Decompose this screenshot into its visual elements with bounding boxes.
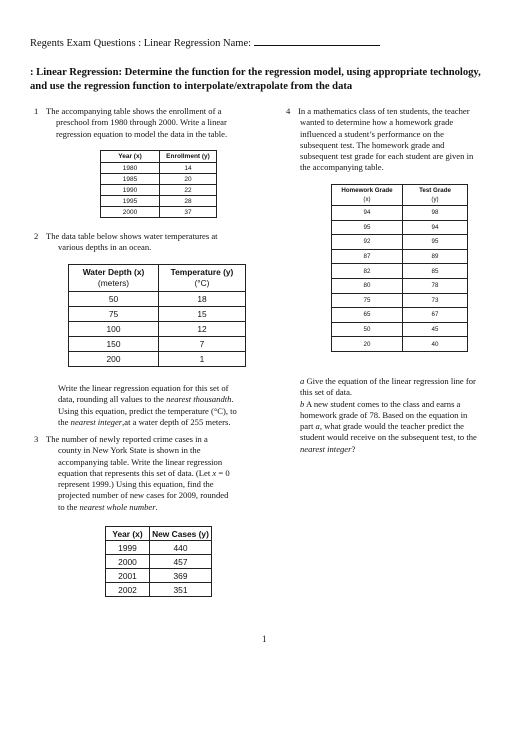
part-b-line (300, 444, 522, 455)
part-b-line (300, 421, 522, 432)
part-b-line: homework grade of 78. Based on the equation in (300, 409, 468, 420)
table-cell: 1 (159, 352, 246, 367)
question-3-line (46, 468, 279, 479)
table-row (69, 352, 246, 367)
table-row (106, 569, 212, 583)
question-2-line: various depths in an ocean. (58, 242, 152, 253)
column-header: New Cases (y) (150, 527, 212, 541)
table-cell: 80 (332, 278, 403, 293)
question-4-line: influenced a student’s performance on the (300, 128, 444, 139)
table-cell: 369 (150, 569, 212, 583)
column-header-unit: (°C) (194, 278, 210, 288)
text-run: ? (351, 443, 356, 454)
part-label: a (300, 376, 305, 386)
table-cell: 20 (160, 174, 217, 185)
column-header-unit: (y) (431, 196, 439, 203)
table-cell: 100 (69, 322, 159, 337)
table-cell: 40 (403, 337, 468, 352)
part-b-line (300, 399, 522, 410)
table-cell: 2002 (106, 583, 150, 597)
table-cell: 15 (159, 307, 246, 322)
table-cell: 351 (150, 583, 212, 597)
table-cell: 82 (332, 264, 403, 279)
table-row (332, 220, 468, 235)
question-2-line: Using this equation, predict the temperature (°C), to (58, 405, 237, 416)
column-header-title: Test Grade (419, 187, 451, 194)
question-1-number: 1 (34, 106, 39, 116)
text-run: part (300, 421, 316, 432)
question-4 (286, 106, 516, 174)
question-3-line (46, 502, 279, 513)
table-cell: 95 (403, 235, 468, 250)
table-cell: 200 (69, 352, 159, 367)
text-run: equation that represents this set of data. (Let (58, 467, 213, 478)
part-a-line: this set of data. (300, 387, 353, 398)
question-1-line: The accompanying table shows the enrollment of a (46, 106, 222, 116)
table-row (332, 264, 468, 279)
question-2 (34, 231, 264, 254)
table-cell: 1990 (101, 185, 160, 196)
water-depth-table (68, 264, 246, 367)
table-cell: 457 (150, 555, 212, 569)
table-cell: 45 (403, 322, 468, 337)
table-row (332, 235, 468, 250)
column-header-unit: (meters) (97, 278, 130, 288)
table-cell: 1985 (101, 174, 160, 185)
emphasis-text: a (315, 421, 320, 432)
table-row (332, 249, 468, 264)
table-cell: 78 (403, 278, 468, 293)
question-1 (34, 106, 264, 140)
table-cell: 65 (332, 308, 403, 323)
column-header: Enrollment (y) (160, 151, 217, 163)
table-header-row (106, 527, 212, 541)
table-row (101, 207, 217, 218)
table-row (101, 174, 217, 185)
table-row (332, 293, 468, 308)
name-blank-line (254, 36, 380, 46)
table-cell: 50 (69, 292, 159, 307)
table-cell: 150 (69, 337, 159, 352)
homework-test-table (331, 184, 468, 352)
table-row (332, 322, 468, 337)
table-cell: 1999 (106, 541, 150, 555)
question-1-line: preschool from 1980 through 2000. Write a linear (56, 117, 227, 128)
table-cell: 12 (159, 322, 246, 337)
question-2-instructions (58, 383, 278, 428)
table-cell: 89 (403, 249, 468, 264)
question-4-line: subsequent test grade for each student are given in (300, 151, 474, 162)
text-run: A new student comes to the class and earns a (304, 398, 461, 409)
question-3 (34, 434, 279, 513)
table-cell: 98 (403, 206, 468, 221)
question-2-line: The data table below shows water temperatures at (46, 231, 218, 241)
question-1-line: regression equation to model the data in the table. (56, 128, 228, 139)
column-header-unit: (x) (363, 196, 371, 203)
enrollment-table (100, 150, 217, 218)
emphasis-text: x (212, 467, 217, 478)
header-text: Regents Exam Questions : Linear Regression Name: (30, 38, 252, 49)
question-4-number: 4 (286, 106, 291, 116)
table-cell: 28 (160, 196, 217, 207)
text-run: the (58, 416, 71, 427)
question-3-line: projected number of new cases for 2009, rounded (58, 490, 229, 501)
table-cell: 87 (332, 249, 403, 264)
table-row (69, 307, 246, 322)
column-header (403, 185, 468, 206)
table-cell: 94 (332, 206, 403, 221)
question-4-line: subsequent test. The homework grade and (300, 139, 445, 150)
part-b-line: student would receive on the subsequent test, to the (300, 432, 477, 443)
table-cell: 440 (150, 541, 212, 555)
table-row (69, 322, 246, 337)
table-cell: 67 (403, 308, 468, 323)
table-cell: 50 (332, 322, 403, 337)
column-header (332, 185, 403, 206)
table-cell: 2000 (106, 555, 150, 569)
section-title: : Linear Regression: Determine the function for the regression model, using appropriate technology, and use the regression function to interpolate/extrapolate from the data (30, 67, 481, 92)
page-number: 1 (262, 634, 267, 644)
text-run: data, rounding all values to the (58, 394, 167, 405)
table-cell: 22 (160, 185, 217, 196)
column-header-title: Temperature (y) (170, 267, 234, 277)
table-cell: 7 (159, 337, 246, 352)
table-row (332, 337, 468, 352)
text-run: = 0 (216, 467, 230, 478)
emphasis-text: nearest whole number (79, 501, 156, 512)
table-header-row (101, 151, 217, 163)
question-3-number: 3 (34, 434, 39, 444)
table-row (101, 163, 217, 174)
question-3-line: accompanying table. Write the linear regression (58, 456, 223, 467)
table-row (332, 308, 468, 323)
question-2-line: Write the linear regression equation for this set of (58, 383, 229, 393)
column-header-title: Water Depth (x) (82, 267, 145, 277)
question-3-line: county in New York State is shown in the (58, 445, 201, 456)
table-cell: 37 (160, 207, 217, 218)
table-row (101, 185, 217, 196)
table-cell: 94 (403, 220, 468, 235)
table-row (106, 583, 212, 597)
table-row (332, 206, 468, 221)
table-header-row (69, 265, 246, 292)
table-cell: 14 (160, 163, 217, 174)
text-run: . (155, 501, 158, 512)
part-label: b (300, 398, 305, 409)
table-cell: 92 (332, 235, 403, 250)
table-row (106, 555, 212, 569)
table-row (101, 196, 217, 207)
question-3-line: represent 1999.) Using this equation, find the (58, 479, 214, 490)
question-3-line: The number of newly reported crime cases in a (46, 434, 208, 444)
text-run: to the (58, 501, 80, 512)
table-row (69, 292, 246, 307)
question-4-line: wanted to determine how a homework grade (300, 117, 454, 128)
text-run: ,at a water depth of 255 meters. (122, 416, 231, 427)
table-row (106, 541, 212, 555)
worksheet-header (30, 36, 380, 49)
table-cell: 2001 (106, 569, 150, 583)
table-cell: 18 (159, 292, 246, 307)
question-4-parts (300, 376, 522, 455)
column-header: Year (x) (101, 151, 160, 163)
table-cell: 1995 (101, 196, 160, 207)
table-cell: 75 (69, 307, 159, 322)
table-cell: 75 (332, 293, 403, 308)
text-run: Give the equation of the linear regression line for (304, 376, 476, 386)
table-cell: 95 (332, 220, 403, 235)
table-header-row (332, 185, 468, 206)
question-2-line (58, 394, 278, 405)
column-header (159, 265, 246, 292)
text-run: . (231, 394, 234, 405)
column-header-title: Homework Grade (341, 187, 393, 194)
question-2-line (58, 417, 278, 428)
table-cell: 20 (332, 337, 403, 352)
table-row (332, 278, 468, 293)
question-4-line: the accompanying table. (300, 162, 384, 173)
part-a-line (300, 376, 522, 387)
table-cell: 2000 (101, 207, 160, 218)
emphasis-text: nearest thousandth (166, 394, 232, 405)
table-cell: 1980 (101, 163, 160, 174)
text-run: , what grade would the teacher predict the (319, 421, 464, 432)
emphasis-text: nearest integer (300, 443, 352, 454)
question-2-number: 2 (34, 231, 39, 241)
crime-cases-table (105, 526, 212, 597)
column-header (69, 265, 159, 292)
question-4-line: In a mathematics class of ten students, the teacher (298, 106, 470, 116)
table-cell: 85 (403, 264, 468, 279)
table-row (69, 337, 246, 352)
column-header: Year (x) (106, 527, 150, 541)
emphasis-text: nearest integer (70, 416, 123, 427)
table-cell: 73 (403, 293, 468, 308)
